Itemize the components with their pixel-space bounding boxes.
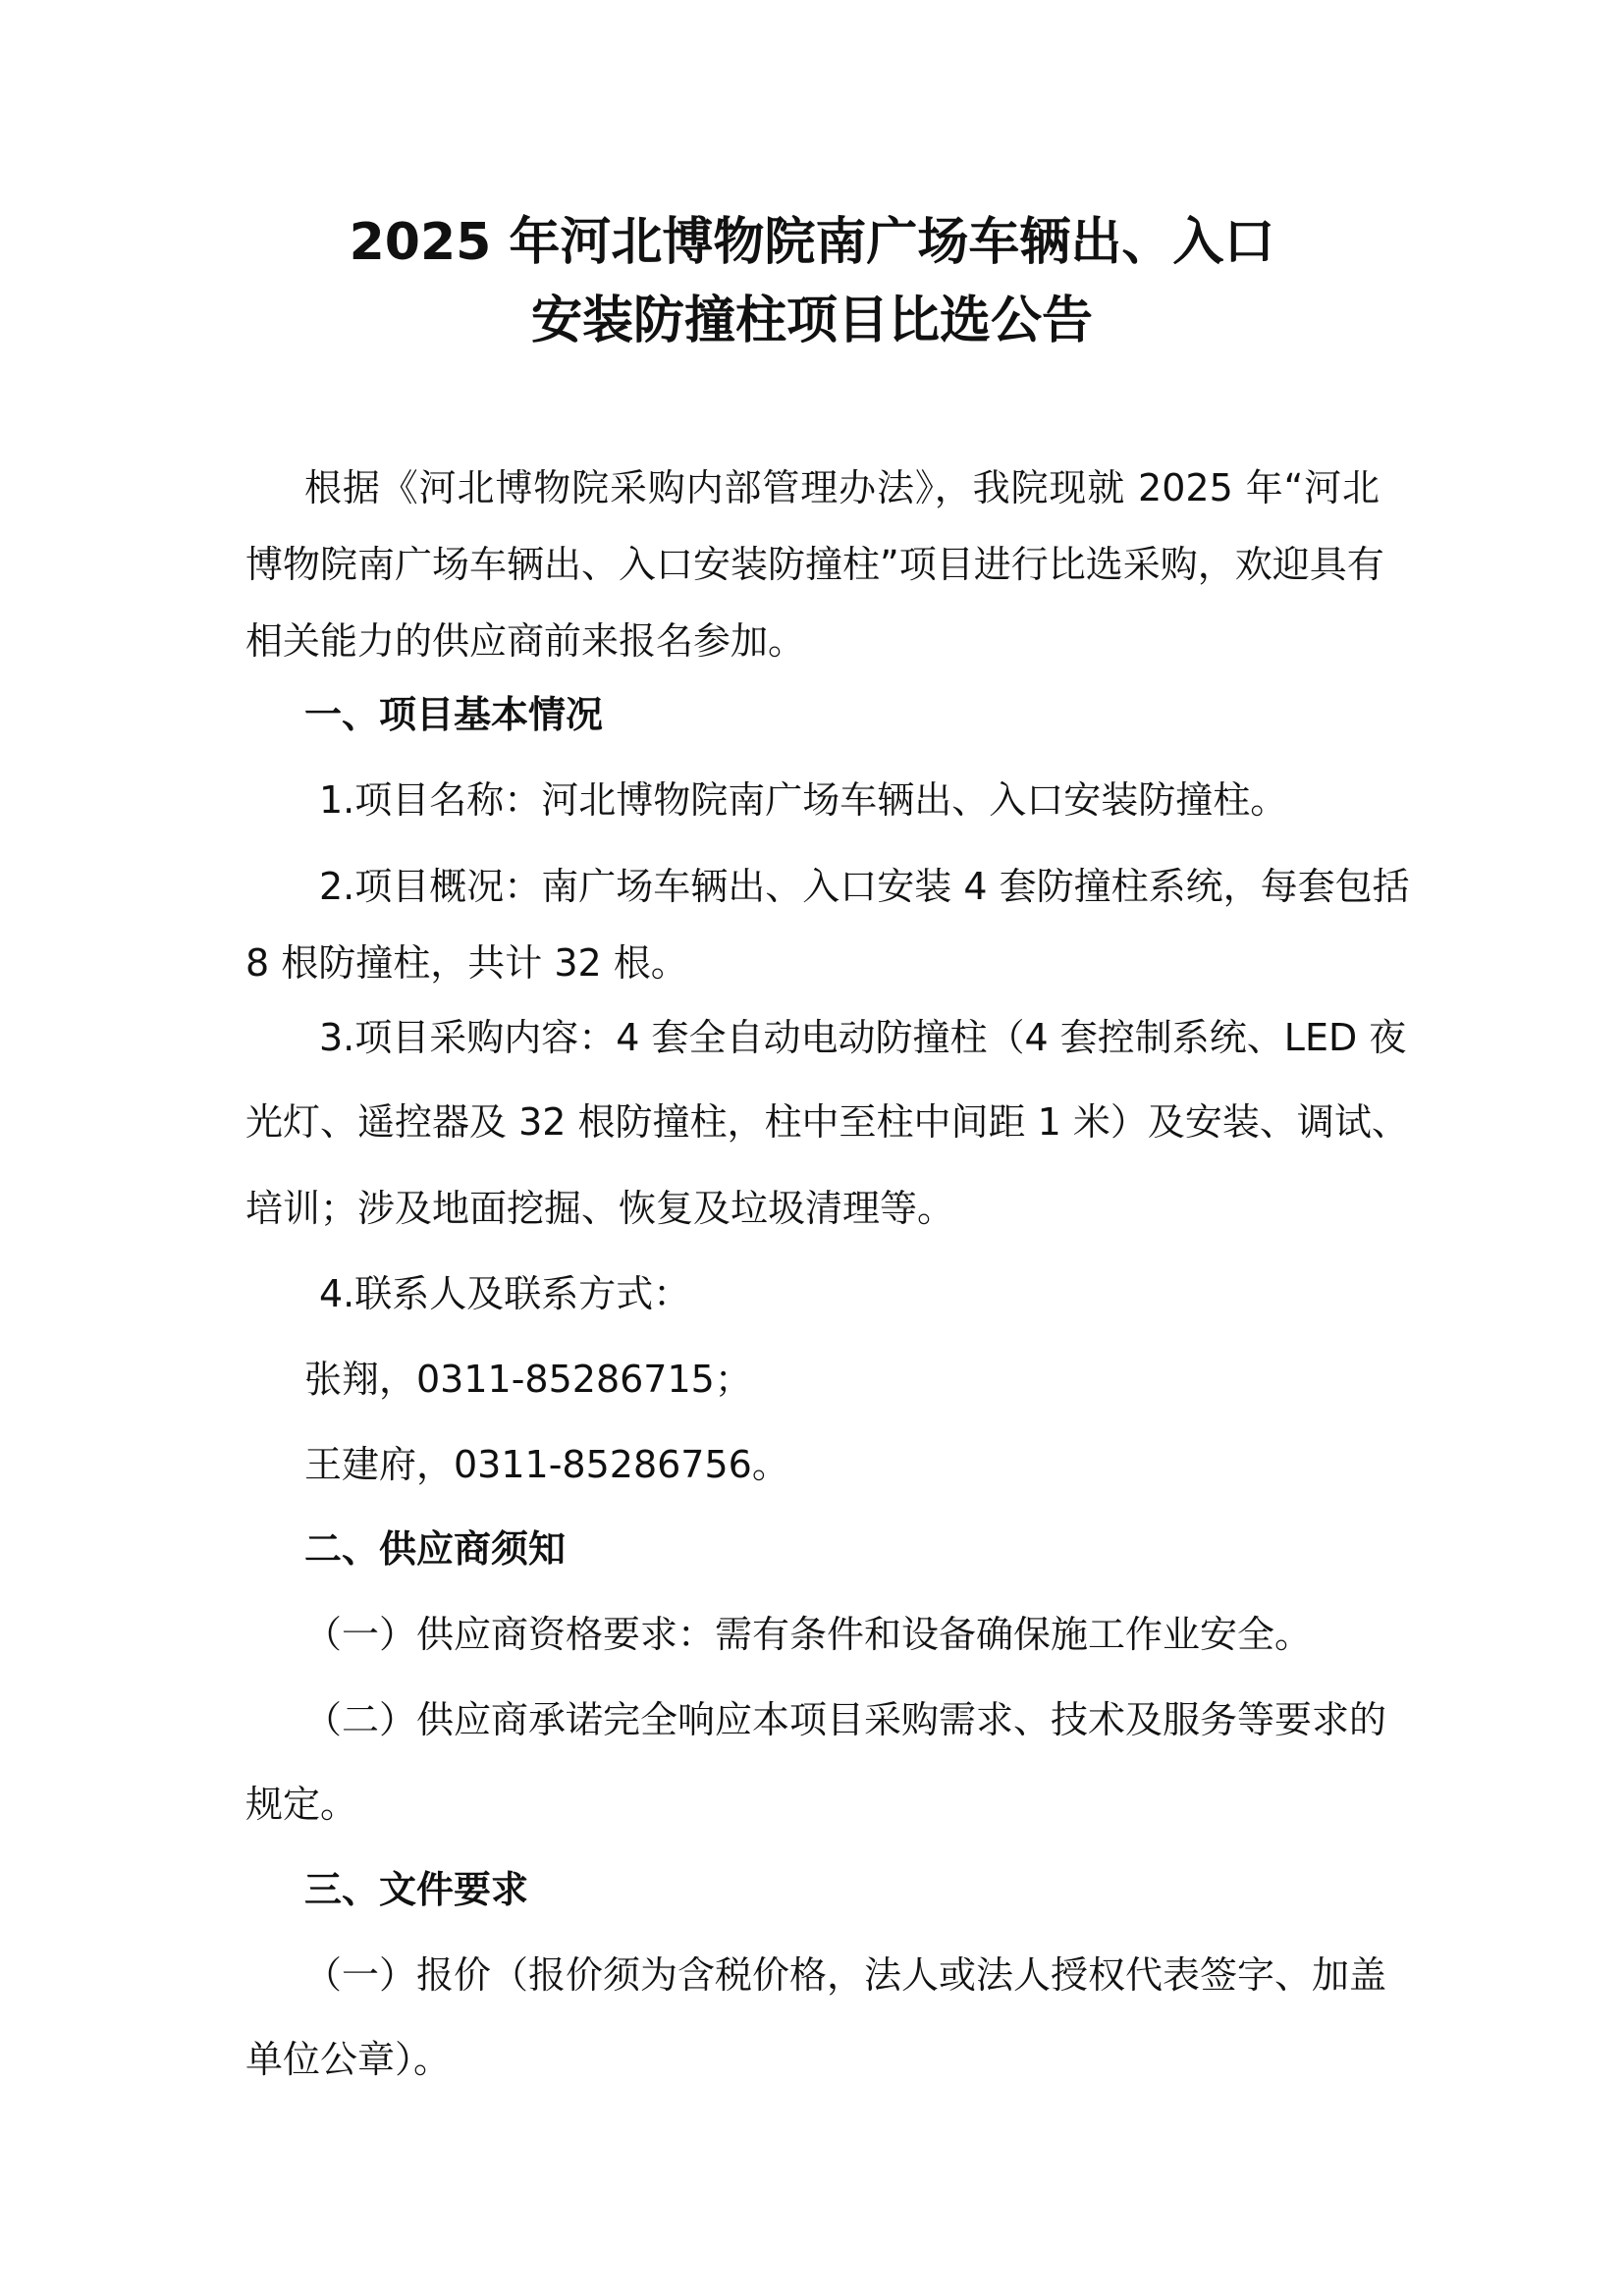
section-2-item-2-line-2: 规定。 (245, 1783, 358, 1826)
section-1-item-1: 1.项目名称：河北博物院南广场车辆出、入口安装防撞柱。 (319, 778, 1288, 822)
section-1-item-3-line-3: 培训；涉及地面挖掘、恢复及垃圾清理等。 (245, 1187, 955, 1230)
section-1-item-4: 4.联系人及联系方式： (319, 1272, 691, 1315)
section-1-item-3-line-1: 3.项目采购内容：4 套全自动电动防撞柱（4 套控制系统、LED 夜 (319, 1016, 1407, 1059)
section-3-item-1-line-2: 单位公章）。 (245, 2038, 452, 2081)
section-1-heading: 一、项目基本情况 (304, 693, 604, 736)
contact-2: 王建府，0311-85286756。 (304, 1443, 789, 1486)
document-title-line-1: 2025 年河北博物院南广场车辆出、入口 (349, 213, 1275, 272)
document-title-line-2: 安装防撞柱项目比选公告 (530, 292, 1093, 350)
section-1-item-2-line-1: 2.项目概况：南广场车辆出、入口安装 4 套防撞柱系统，每套包括 (319, 865, 1410, 908)
section-3-heading: 三、文件要求 (304, 1868, 529, 1911)
intro-line-1: 根据《河北博物院采购内部管理办法》，我院现就 2025 年“河北 (304, 466, 1380, 509)
section-2-item-1: （一）供应商资格要求：需有条件和设备确保施工作业安全。 (304, 1613, 1313, 1656)
section-2-item-2-line-1: （二）供应商承诺完全响应本项目采购需求、技术及服务等要求的 (304, 1698, 1387, 1741)
intro-line-3: 相关能力的供应商前来报名参加。 (245, 619, 806, 663)
intro-line-2: 博物院南广场车辆出、入口安装防撞柱”项目进行比选采购，欢迎具有 (245, 543, 1384, 586)
section-3-item-1-line-1: （一）报价（报价须为含税价格，法人或法人授权代表签字、加盖 (304, 1953, 1387, 1997)
contact-1: 张翔，0311-85286715； (304, 1358, 752, 1401)
section-1-item-2-line-2: 8 根防撞柱，共计 32 根。 (245, 941, 688, 985)
section-2-heading: 二、供应商须知 (304, 1527, 567, 1571)
section-1-item-3-line-2: 光灯、遥控器及 32 根防撞柱，柱中至柱中间距 1 米）及安装、调试、 (245, 1100, 1409, 1144)
